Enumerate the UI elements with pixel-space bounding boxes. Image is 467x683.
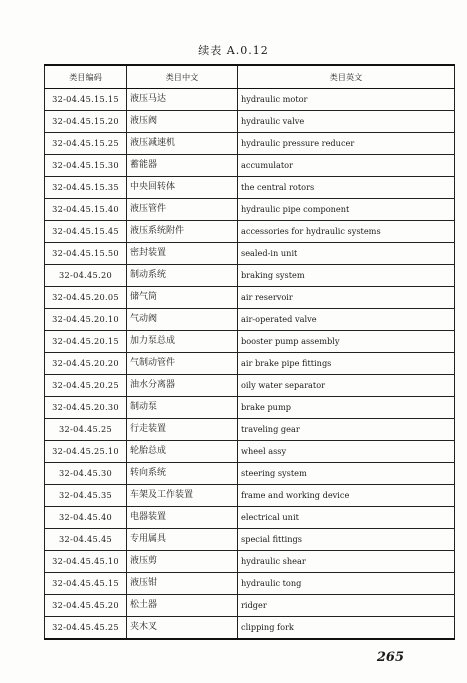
cell-english-name: frame and working device [238, 485, 455, 507]
table-row [45, 529, 455, 551]
cell-chinese-name: 制动泵 [127, 397, 238, 419]
cell-chinese-name: 专用属具 [127, 529, 238, 551]
cell-chinese-name: 加力泵总成 [127, 331, 238, 353]
cell-english-name: hydraulic pressure reducer [238, 133, 455, 155]
cell-code: 32-04.45.20.25 [45, 375, 127, 397]
cell-code: 32-04.45.15.45 [45, 221, 127, 243]
header-chinese: 类目中文 [127, 65, 238, 89]
table-row [45, 463, 455, 485]
cell-chinese-name: 液压减速机 [127, 133, 238, 155]
cell-english-name: air-operated valve [238, 309, 455, 331]
table-row [45, 507, 455, 529]
cell-english-name: clipping fork [238, 617, 455, 640]
table-row [45, 353, 455, 375]
cell-code: 32-04.45.20.05 [45, 287, 127, 309]
table-row [45, 287, 455, 309]
cell-english-name: brake pump [238, 397, 455, 419]
cell-english-name: ridger [238, 595, 455, 617]
cell-code: 32-04.45.15.40 [45, 199, 127, 221]
cell-chinese-name: 液压钳 [127, 573, 238, 595]
cell-chinese-name: 液压系统附件 [127, 221, 238, 243]
cell-code: 32-04.45.20 [45, 265, 127, 287]
table-row [45, 419, 455, 441]
cell-code: 32-04.45.15.25 [45, 133, 127, 155]
table-row [45, 331, 455, 353]
cell-english-name: the central rotors [238, 177, 455, 199]
cell-english-name: hydraulic motor [238, 89, 455, 111]
header-english: 类目英文 [238, 65, 455, 89]
table-row [45, 199, 455, 221]
cell-code: 32-04.45.20.30 [45, 397, 127, 419]
classification-table [44, 64, 455, 640]
cell-english-name: air brake pipe fittings [238, 353, 455, 375]
cell-english-name: traveling gear [238, 419, 455, 441]
cell-code: 32-04.45.20.20 [45, 353, 127, 375]
cell-code: 32-04.45.25 [45, 419, 127, 441]
cell-english-name: braking system [238, 265, 455, 287]
table-row [45, 265, 455, 287]
cell-chinese-name: 制动系统 [127, 265, 238, 287]
table-row [45, 133, 455, 155]
cell-english-name: oily water separator [238, 375, 455, 397]
cell-code: 32-04.45.45 [45, 529, 127, 551]
cell-chinese-name: 储气筒 [127, 287, 238, 309]
cell-chinese-name: 松土器 [127, 595, 238, 617]
table-row [45, 221, 455, 243]
cell-chinese-name: 车架及工作装置 [127, 485, 238, 507]
table-row [45, 441, 455, 463]
table-row [45, 309, 455, 331]
cell-chinese-name: 轮胎总成 [127, 441, 238, 463]
cell-english-name: accessories for hydraulic systems [238, 221, 455, 243]
cell-chinese-name: 电器装置 [127, 507, 238, 529]
cell-code: 32-04.45.20.15 [45, 331, 127, 353]
cell-code: 32-04.45.45.20 [45, 595, 127, 617]
cell-chinese-name: 液压剪 [127, 551, 238, 573]
cell-code: 32-04.45.15.15 [45, 89, 127, 111]
cell-chinese-name: 夹木叉 [127, 617, 238, 640]
cell-code: 32-04.45.15.35 [45, 177, 127, 199]
cell-chinese-name: 气动阀 [127, 309, 238, 331]
table-row [45, 243, 455, 265]
table-row [45, 485, 455, 507]
table-row [45, 595, 455, 617]
table-row [45, 617, 455, 640]
table-row [45, 551, 455, 573]
cell-code: 32-04.45.20.10 [45, 309, 127, 331]
table-header-row [45, 65, 455, 89]
cell-code: 32-04.45.15.30 [45, 155, 127, 177]
cell-english-name: special fittings [238, 529, 455, 551]
cell-english-name: air reservoir [238, 287, 455, 309]
cell-chinese-name: 行走装置 [127, 419, 238, 441]
table-caption: 续表 A.0.12 [198, 44, 269, 57]
cell-chinese-name: 液压马达 [127, 89, 238, 111]
cell-english-name: accumulator [238, 155, 455, 177]
cell-chinese-name: 密封装置 [127, 243, 238, 265]
cell-english-name: hydraulic shear [238, 551, 455, 573]
cell-code: 32-04.45.45.10 [45, 551, 127, 573]
cell-chinese-name: 液压阀 [127, 111, 238, 133]
cell-code: 32-04.45.40 [45, 507, 127, 529]
table-row [45, 177, 455, 199]
table-row [45, 155, 455, 177]
cell-code: 32-04.45.15.50 [45, 243, 127, 265]
cell-english-name: booster pump assembly [238, 331, 455, 353]
cell-code: 32-04.45.25.10 [45, 441, 127, 463]
cell-code: 32-04.45.15.20 [45, 111, 127, 133]
cell-chinese-name: 油水分离器 [127, 375, 238, 397]
cell-code: 32-04.45.35 [45, 485, 127, 507]
cell-english-name: hydraulic valve [238, 111, 455, 133]
cell-english-name: hydraulic pipe component [238, 199, 455, 221]
cell-english-name: electrical unit [238, 507, 455, 529]
table-row [45, 375, 455, 397]
cell-english-name: wheel assy [238, 441, 455, 463]
cell-english-name: hydraulic tong [238, 573, 455, 595]
table-row [45, 89, 455, 111]
table-row [45, 111, 455, 133]
cell-code: 32-04.45.30 [45, 463, 127, 485]
cell-english-name: sealed-in unit [238, 243, 455, 265]
header-code: 类目编码 [45, 65, 127, 89]
cell-chinese-name: 液压管件 [127, 199, 238, 221]
table-row [45, 573, 455, 595]
cell-chinese-name: 蓄能器 [127, 155, 238, 177]
cell-code: 32-04.45.45.15 [45, 573, 127, 595]
cell-chinese-name: 气制动管件 [127, 353, 238, 375]
cell-code: 32-04.45.45.25 [45, 617, 127, 640]
cell-chinese-name: 转向系统 [127, 463, 238, 485]
cell-chinese-name: 中央回转体 [127, 177, 238, 199]
cell-english-name: steering system [238, 463, 455, 485]
table-row [45, 397, 455, 419]
page-number: 265 [376, 650, 404, 665]
